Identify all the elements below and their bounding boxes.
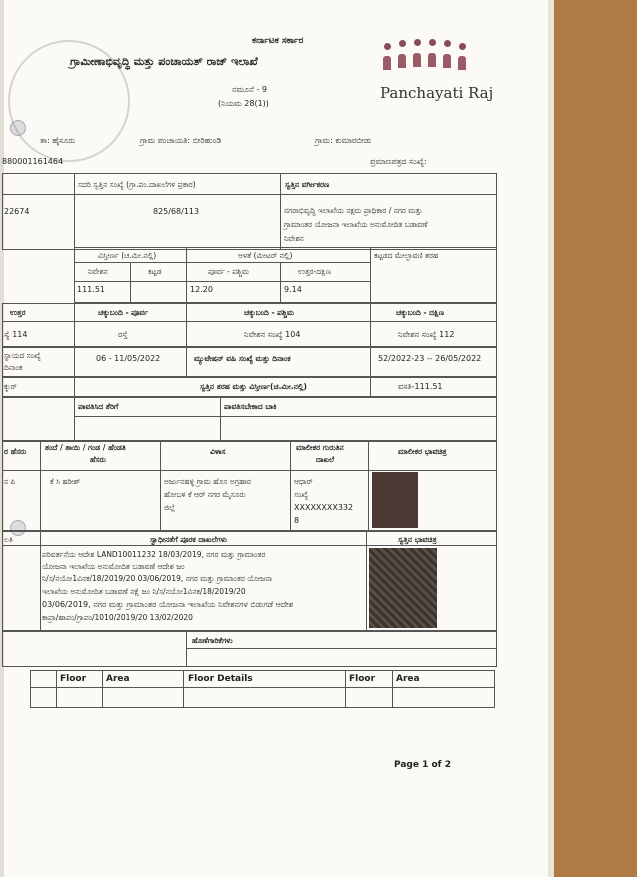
reg-value: 06 - 11/05/2022 (96, 354, 161, 363)
ownership-header: ಸ್ವಾಧೀನತೆಗೆ ಪೂರಕ ದಾಖಲೆಗಳು (150, 535, 228, 544)
south-header: ಚಕ್ಕುಬಂದಿ - ದಕ್ಷಿಣ (396, 308, 445, 317)
class-line: ಗ್ರಾಮಾಂತರ ಯೋಜನಾ ಇಲಾಖೆಯ ಅನುಮೋದಿತ ಬಡಾವಣೆ (284, 220, 428, 229)
logo-figure (398, 54, 406, 68)
west-header: ಚಕ್ಕುಬಂದಿ - ಪಶ್ಚಿಮ (244, 308, 294, 317)
measure-header: ಅಳತೆ (ಮೀಟರ್ ನಲ್ಲಿ) (238, 251, 293, 260)
father-header: ತಂದೆ / ತಾಯಿ / ಗಂಡ / ಹೆಂಡತಿ (45, 443, 126, 452)
idproof-header: ಮಾಲೀಕರ ಗುರುತಿನ (296, 443, 344, 452)
logo-figure (428, 53, 436, 67)
logo-figure (458, 56, 466, 70)
floor-table (30, 670, 495, 708)
logo-dot (444, 40, 451, 47)
doc-line: ಪರಿವರ್ತನೆಯ ಆದೇಶ LAND10011232 18/03/2019, ನಗರ ಮತ್ತು ಗ್ರಾಮಾಂತರ (42, 550, 266, 559)
ns-label: ಉತ್ತರ-ದಕ್ಷಿಣ (298, 267, 332, 276)
reg-label-2: ದಿನಾಂಕ (4, 363, 23, 372)
wood-background (548, 0, 637, 877)
doc-line: ಕಾಪ್ರಾ/ಹಾಪಂ/ಗ್ರಾಪಂ/1010/2019/20 13/02/2020 (42, 613, 193, 622)
ns-value: 9.14 (284, 285, 302, 294)
father-name: ಕೆ ಸಿ ಹರೀಶ್ (50, 477, 81, 486)
logo-figure (443, 54, 451, 68)
east-header: ಚಕ್ಕುಬಂದಿ - ಪೂರ್ವ (98, 308, 148, 317)
ew-value: 12.20 (190, 285, 213, 294)
address-line: ಜಿಲ್ಲೆ (164, 503, 176, 512)
dept-title: ಗ್ರಾಮೀಣಾಭಿವೃದ್ಧಿ ಮತ್ತು ಪಂಚಾಯತ್ ರಾಜ್ ಇಲಾಖೆ (70, 55, 258, 68)
site-value: 111.51 (77, 285, 105, 294)
property-photo (369, 548, 437, 628)
rule-number: (ನಿಯಮ 28(1)) (218, 99, 269, 108)
class-line: ನಿವೇಶನ (284, 234, 304, 243)
type-value: ವಸತಿ-111.51 (398, 382, 443, 391)
address-header: ವಿಳಾಸ (210, 447, 226, 456)
taluk-label: ತಾ: ಹೈಸೂರು (40, 136, 76, 145)
logo-dot (384, 43, 391, 50)
property-id: 880001161464 (2, 157, 64, 166)
govt-title: ಕರ್ನಾಟಕ ಸರ್ಕಾರ (252, 36, 304, 46)
id-number-cont: 8 (294, 516, 300, 525)
property-photo-header: ಸ್ವತ್ತಿನ ಭಾವಚಿತ್ರ (398, 535, 437, 544)
logo-dot (429, 39, 436, 46)
tax-due-label: ಪಾವತಿಸಬೇಕಾದ ಬಾಕಿ (224, 402, 277, 411)
owner-photo (372, 472, 418, 528)
floor-details-col: Floor Details (188, 674, 253, 684)
area-col-2: Area (396, 674, 420, 684)
logo-dot (459, 43, 466, 50)
liabilities-header: ಹೊಣೆಗಾರಿಕೆಗಳು (192, 636, 233, 645)
ew-label: ಪೂರ್ವ - ಪಶ್ಚಿಮ (208, 267, 250, 276)
area-col: Area (106, 674, 130, 684)
floor-col: Floor (60, 674, 87, 684)
building-label: ಕಟ್ಟಡ (148, 267, 162, 276)
logo-figure (383, 56, 391, 70)
address-line: ಅರ್ಜುನಹಳ್ಳಿ ಗ್ರಾಮ ಹೊಸ ಅಗ್ರಹಾರ (164, 477, 251, 486)
id-left: 22674 (4, 207, 30, 216)
floor-col-2: Floor (349, 674, 376, 684)
page-number: Page 1 of 2 (394, 760, 451, 770)
doc-line: ನಿ/ಸ/ನಯೋ1ವಿನಕ/18/2019/20 03/06/2019, ನಗರ ಮತ್ತು ಗ್ರಾಮಾಂತರ ಯೋಜನಾ (42, 574, 273, 583)
property-number: 825/68/113 (153, 207, 200, 216)
mutation-value: 52/2022-23 -- 26/05/2022 (378, 354, 482, 363)
north-header: ಉತ್ತರ (10, 308, 26, 317)
gp-label: ಗ್ರಾಮ ಪಂಚಾಯತಿ: ಬೀರಿಹುಂಡಿ (140, 136, 222, 145)
certificate-label: ಪ್ರಮಾಣಪತ್ರದ ಸಂಖ್ಯೆ: (370, 157, 427, 166)
village-label: ಗ್ರಾಮ: ಕುಮಾರಬೀಡು (315, 136, 372, 145)
mutation-label: ಮ್ಯುಟೇಷನ್ ವಹಿ ಸಂಖ್ಯೆ ಮತ್ತು ದಿನಾಂಕ (194, 354, 291, 363)
south-value: ನಿವೇಶನ ಸಂಖ್ಯೆ 112 (398, 330, 455, 339)
north-value: ಸ್ಯೆ 114 (4, 330, 28, 339)
east-value: ರಸ್ತೆ (118, 330, 128, 339)
liabilities-table (2, 631, 497, 667)
owner-name: ನ ಪಿ (4, 477, 16, 486)
type-label: ಸ್ವತ್ತಿನ ತರಹ ಮತ್ತು ವಿಸ್ತೀರ್ಣ(ಚ.ಮೀ.ನಲ್ಲಿ) (200, 382, 307, 391)
father-header-2: ಹೆಸರು (90, 455, 106, 464)
property-table (2, 173, 497, 250)
class-header: ಸ್ವತ್ತಿನ ವರ್ಗೀಕರಣ (285, 180, 330, 189)
type-left: ಕ್ಕುರ್ (4, 382, 17, 391)
owner-photo-header: ಮಾಲೀಕರ ಭಾವಚಿತ್ರ (398, 447, 447, 456)
ownership-left: ಲತಿ (4, 535, 13, 544)
class-line: ನಗರಾಭಿವೃದ್ಧಿ ಇಲಾಖೆಯ ಸಕ್ಷಮ ಪ್ರಾಧಿಕಾರ / ನಗರ ಮತ್ತು (284, 206, 423, 215)
reg-label: ಸ್ಥಾಯದ ಸಂಖ್ಯೆ (4, 351, 41, 360)
west-value: ನಿವೇಶನ ಸಂಖ್ಯೆ 104 (244, 330, 301, 339)
id-number: XXXXXXXX332 (294, 503, 354, 512)
site-label: ನಿವೇಶನ (88, 267, 108, 276)
roof-header: ಕಟ್ಟಡದ ಮೇಲ್ಛಾವಣಿ ತರಹ (374, 251, 439, 260)
logo-dot (414, 39, 421, 46)
owner-name-header: ರ ಹೆಸರು (4, 447, 27, 456)
logo-text: Panchayati Raj (380, 84, 494, 102)
form-number: ನಮೂನೆ - 9 (232, 85, 267, 94)
idproof-header-2: ದಾಖಲೆ (316, 455, 335, 464)
doc-line: ಇಲಾಖೆಯ ಅನುಮೋದಿತ ಬಡಾವಣೆ ನಕ್ಷೆ ಜಂ ನಿ/ಸ/ನಯೋ1ವಿನಕ/18/2019/20 (42, 587, 246, 596)
doc-line: ಯೋಜನಾ ಇಲಾಖೆಯ ಅನುಮೋದಿತ ಬಡಾವಣೆ ಆದೇಶ ಜಂ (42, 562, 185, 571)
paper-edge (548, 0, 554, 877)
doc-line: 03/06/2019, ನಗರ ಮತ್ತು ಗ್ರಾಮಾಂತರ ಯೋಜನಾ ಇಲಾಖೆಯ ನಿವೇಶನಗಳ ಬಿಡುಗಡೆ ಆದೇಶ (42, 600, 294, 609)
logo-figure (413, 53, 421, 67)
prop-no-header: ಸದರಿ ಸ್ವತ್ತಿನ ಸಂಖ್ಯೆ (ಗ್ರಾ.ಪಂ.ದಾಖಲೆಗಳ ಪ್ರಕಾರ) (78, 180, 196, 189)
id-type: ಆಧಾರ್ (294, 477, 313, 486)
logo-dot (399, 40, 406, 47)
area-header: ವಿಸ್ತೀರ್ಣ (ಚ.ಮೀ.ನಲ್ಲಿ) (98, 251, 157, 260)
address-line: ಹೋಬಳಿ ಕೆ ಆರ್ ನಗರ ಮೈಸೂರು (164, 490, 246, 499)
id-label: ಸಂಖ್ಯೆ (294, 490, 309, 499)
tax-paid-label: ಪಾವತಿಸಿದ ತೆರಿಗೆ (78, 402, 119, 411)
